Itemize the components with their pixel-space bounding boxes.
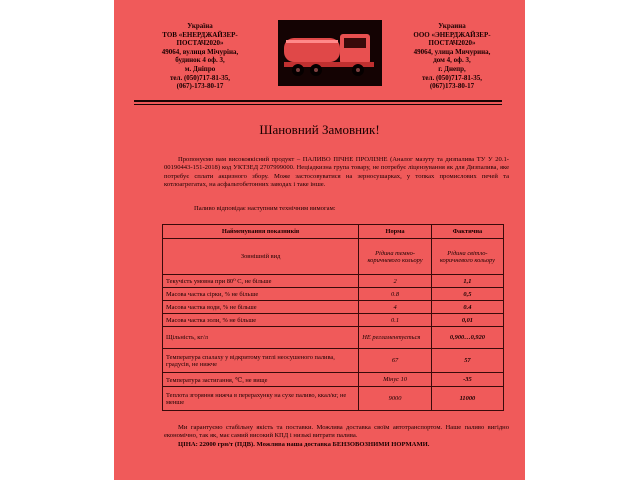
header-divider	[134, 100, 502, 102]
table-row	[163, 314, 504, 327]
norm-cell: 9000	[359, 387, 432, 411]
header-right-line: тел. (050)717-81-35,	[421, 73, 483, 82]
table-intro: Паливо відповідає наступним технічним вимогам:	[194, 205, 336, 212]
norm-cell: Мінус 10	[359, 373, 432, 387]
param-cell: Температура спалаху у відкритому тиглі неосушеного палива, градусів, не нижче	[163, 349, 359, 373]
param-cell: Текучість умовна при 80⁰ С, не більше	[163, 275, 359, 288]
header-right-line: (067)173-80-17	[429, 82, 475, 91]
actual-cell: 0,900…0,920	[431, 327, 503, 349]
table-row	[163, 349, 504, 373]
header-right-line: дом 4, оф. 3,	[433, 56, 471, 65]
header-left-line: ПОСТАЧ2020»	[176, 39, 224, 48]
intro-text: Пропонуємо вам високоякісний продукт – ПАЛИВО ПІЧНЕ ПРОЛІЗНЕ (Аналог мазуту та дизпалива ТУ У 20.1-00190443-151-2018) код УКТЗЕД 2707999000. Неціадкизна група товару, не потребує ліцензування як для Дизпалива, яке потребує сплати акцизного збору. Може застосовуватися на зерносушарках, у топках промислових печей та котлоагрегатах, на асфальтобетонних заводах і таке інше.	[164, 156, 509, 189]
actual-cell: 0,5	[431, 288, 503, 301]
header-right-line: г. Днепр,	[438, 64, 466, 73]
norm-cell: 2	[359, 275, 432, 288]
spec-table	[162, 224, 504, 411]
table-row	[163, 239, 504, 275]
param-cell: Щільність, кг/л	[163, 327, 359, 349]
column-header: Найменування показників	[163, 225, 359, 239]
param-cell: Масова частка води, % не більше	[163, 301, 359, 314]
actual-cell: Рідина світло-коричневого кольору	[431, 239, 503, 275]
header-right-line: 49064, улица Мичурина,	[413, 47, 491, 56]
actual-cell: 0,01	[431, 314, 503, 327]
header-divider-thin	[134, 104, 502, 105]
header-left-line: будинок 4 оф. 3,	[175, 56, 225, 65]
company-header-right	[392, 22, 512, 91]
letter-sheet	[114, 0, 525, 480]
actual-cell: 0.4	[431, 301, 503, 314]
table-row	[163, 288, 504, 301]
header-left-line: тел. (050)717-81-35,	[169, 73, 231, 82]
table-row	[163, 327, 504, 349]
tanker-truck-logo	[278, 20, 382, 86]
price-paragraph: ЦІНА: 22000 грн/т (ПДВ). Можлива наша доставка БЕНЗОВОЗНИМИ НОРМАМИ.	[178, 440, 430, 448]
param-cell: Теплота згоряння нижча в перерахунку на сухе паливо, ккал/кг, не менше	[163, 387, 359, 411]
norm-cell: 0.8	[359, 288, 432, 301]
table-row	[163, 387, 504, 411]
actual-cell: 11000	[431, 387, 503, 411]
norm-cell: НЕ регламентується	[359, 327, 432, 349]
header-left-line: Україна	[187, 22, 213, 30]
guarantee-paragraph: Ми гарантуємо стабільну якість та поставки. Можлива доставка своїм автотранспортом. Наше паливо вигідно економічно, так як, має самий високий КПД і низькі витрати палива.	[164, 424, 509, 440]
header-left-line: (067)-173-80-17	[176, 82, 224, 91]
norm-cell: 4	[359, 301, 432, 314]
norm-cell: Рідина темно-коричневого кольору	[359, 239, 432, 275]
column-header: Норма	[359, 225, 432, 239]
table-row	[163, 275, 504, 288]
intro-paragraph	[164, 156, 509, 190]
actual-cell: 57	[431, 349, 503, 373]
param-cell: Масова частка золи, % не більше	[163, 314, 359, 327]
norm-cell: 0.1	[359, 314, 432, 327]
header-left-line: 49064, вулиця Мічуріна,	[161, 47, 239, 56]
param-cell: Масова частка сірки, % не більше	[163, 288, 359, 301]
header-right-line: Украина	[438, 22, 466, 30]
footer-text	[164, 424, 509, 449]
table-header-row	[163, 225, 504, 239]
actual-cell: 1,1	[431, 275, 503, 288]
header-right-line: ПОСТАЧ2020»	[428, 39, 476, 48]
param-cell: Зовнішній вид	[163, 239, 359, 275]
table-row	[163, 373, 504, 387]
param-cell: Температура застигання, ℃, не вище	[163, 373, 359, 387]
greeting-title: Шановний Замовник!	[259, 122, 380, 137]
header-left-line: ТОВ «ЕНЕРДЖАЙЗЕР-	[162, 30, 238, 39]
actual-cell: -35	[431, 373, 503, 387]
column-header: Фактична	[431, 225, 503, 239]
norm-cell: 67	[359, 349, 432, 373]
header-right-line: ООО «ЭНЕРДЖАЙЗЕР-	[413, 30, 491, 39]
header-left-line: м. Дніпро	[184, 64, 216, 73]
company-header-left	[140, 22, 260, 91]
table-row	[163, 301, 504, 314]
